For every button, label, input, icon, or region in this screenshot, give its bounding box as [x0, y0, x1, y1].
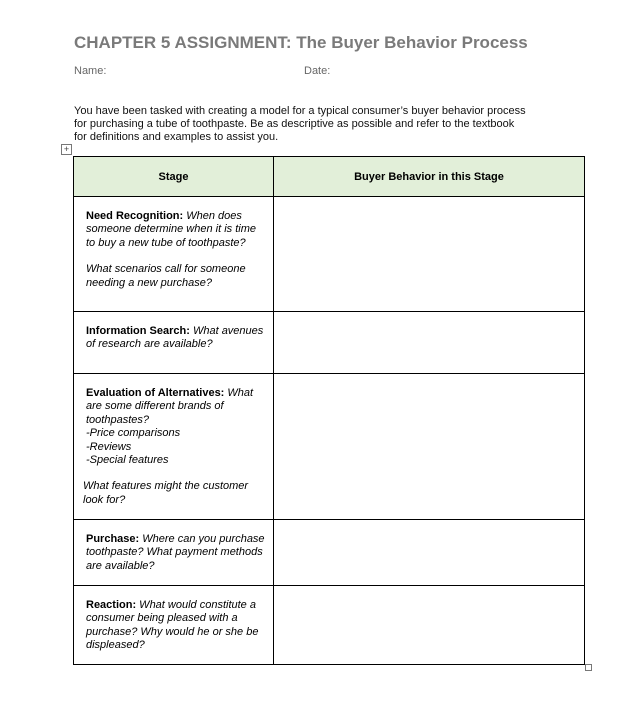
- stage-question: What scenarios call for someone needing a new purchase?: [86, 263, 246, 289]
- behavior-cell-purchase[interactable]: [274, 520, 585, 586]
- stage-question: What avenues of research are available?: [86, 325, 264, 351]
- header-stage: Stage: [74, 157, 274, 197]
- stage-label: Purchase:: [86, 533, 140, 545]
- behavior-cell-reaction[interactable]: [274, 586, 585, 665]
- date-label: Date:: [304, 65, 331, 77]
- name-label: Name:: [74, 65, 107, 77]
- document-title: CHAPTER 5 ASSIGNMENT: The Buyer Behavior Process: [74, 33, 528, 52]
- list-item: -Price comparisons: [86, 427, 181, 440]
- table-header-row: [74, 157, 585, 197]
- table-row: [74, 520, 585, 586]
- table-row: [74, 197, 585, 312]
- stage-question: When does someone determine when it is time to buy a new tube of toothpaste?: [86, 210, 256, 249]
- table-row: [74, 586, 585, 665]
- table-row: [74, 374, 585, 520]
- stage-question: What features might the customer look for?: [83, 480, 249, 506]
- stage-label: Reaction:: [86, 599, 137, 611]
- behavior-cell-information-search[interactable]: [274, 312, 585, 374]
- table-resize-handle-icon[interactable]: [585, 664, 592, 671]
- stage-cell-information-search: [74, 312, 274, 374]
- buyer-behavior-table: [73, 156, 585, 665]
- list-item: -Special features: [86, 454, 169, 467]
- behavior-cell-need-recognition[interactable]: [274, 197, 585, 312]
- table-move-handle-icon[interactable]: +: [61, 144, 72, 155]
- stage-question: Where can you purchase toothpaste? What payment methods are available?: [86, 533, 265, 572]
- list-item: -Reviews: [86, 440, 132, 453]
- stage-label: Information Search:: [86, 325, 190, 337]
- header-behavior: Buyer Behavior in this Stage: [274, 157, 585, 197]
- stage-question: What would constitute a consumer being pleased with a purchase? Why would he or she be displeased?: [86, 599, 259, 652]
- stage-label: Evaluation of Alternatives:: [86, 387, 225, 399]
- stage-cell-evaluation-of-alternatives: [74, 374, 274, 520]
- table-row: [74, 312, 585, 374]
- behavior-cell-evaluation-of-alternatives[interactable]: [274, 374, 585, 520]
- stage-cell-need-recognition: [74, 197, 274, 312]
- stage-cell-reaction: [74, 586, 274, 665]
- stage-cell-purchase: [74, 520, 274, 586]
- intro-line: for definitions and examples to assist you.: [74, 131, 279, 143]
- intro-line: for purchasing a tube of toothpaste. Be as descriptive as possible and refer to the textbook: [74, 118, 515, 130]
- intro-line: You have been tasked with creating a model for a typical consumer’s buyer behavior process: [74, 105, 526, 117]
- intro-paragraph: [74, 105, 564, 144]
- stage-label: Need Recognition:: [86, 210, 184, 222]
- stage-question: What are some different brands of toothpastes?: [86, 387, 254, 426]
